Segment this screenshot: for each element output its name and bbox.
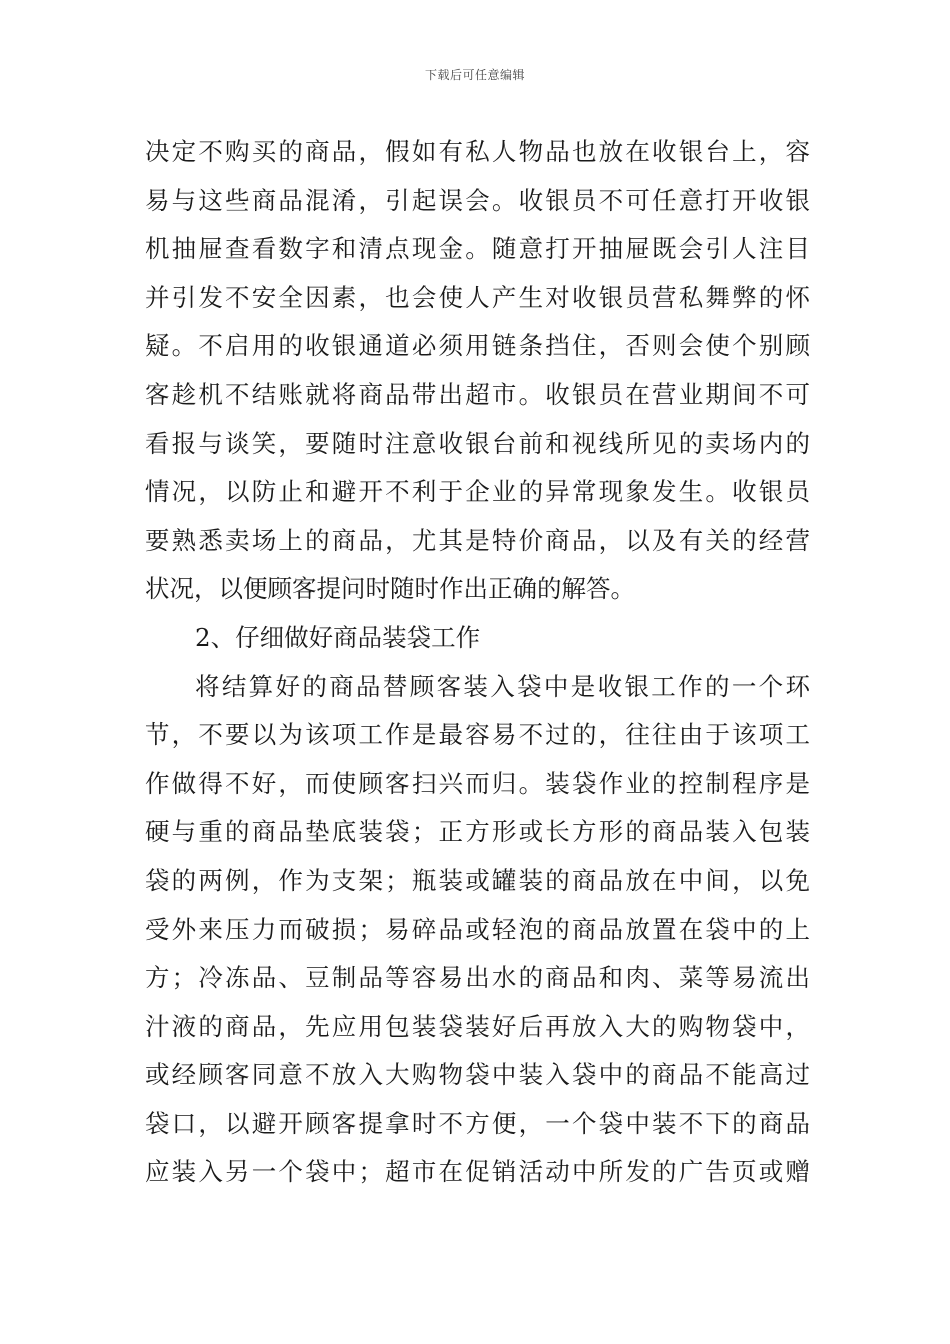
text-line: 方；冷冻品、豆制品等容易出水的商品和肉、菜等易流出: [145, 963, 810, 993]
text-line: 易与这些商品混淆，引起误会。收银员不可任意打开收银: [145, 185, 810, 215]
text-line: 汁液的商品，先应用包装袋装好后再放入大的购物袋中，: [145, 1011, 810, 1041]
text-line: 疑。不启用的收银通道必须用链条挡住，否则会使个别顾: [145, 331, 810, 361]
text-line: 硬与重的商品垫底装袋；正方形或长方形的商品装入包装: [145, 817, 810, 847]
text-line: 应装入另一个袋中；超市在促销活动中所发的广告页或赠: [145, 1157, 810, 1187]
page-header: 下载后可任意编辑: [424, 68, 525, 82]
text-line: 受外来压力而破损；易碎品或轻泡的商品放置在袋中的上: [145, 914, 810, 944]
text-line: 情况，以防止和避开不利于企业的异常现象发生。收银员: [145, 477, 810, 507]
text-line: 袋口，以避开顾客提拿时不方便，一个袋中装不下的商品: [145, 1108, 810, 1138]
text-line: 要熟悉卖场上的商品，尤其是特价商品，以及有关的经营: [145, 525, 810, 555]
text-line: 袋的两例，作为支架；瓶装或罐装的商品放在中间，以免: [145, 865, 810, 895]
body-text: [145, 128, 810, 1197]
text-line: 节，不要以为该项工作是最容易不过的，往往由于该项工: [145, 720, 810, 750]
text-line: 看报与谈笑，要随时注意收银台前和视线所见的卖场内的: [145, 428, 810, 458]
text-line: 作做得不好，而使顾客扫兴而归。装袋作业的控制程序是: [145, 768, 810, 798]
text-line: 决定不购买的商品，假如有私人物品也放在收银台上，容: [145, 137, 810, 166]
text-line: 并引发不安全因素，也会使人产生对收银员营私舞弊的怀: [145, 282, 810, 312]
text-line: 状况，以便顾客提问时随时作出正确的解答。: [145, 574, 635, 604]
text-line: 或经顾客同意不放入大购物袋中装入袋中的商品不能高过: [145, 1060, 810, 1090]
text-line: 客趁机不结账就将商品带出超市。收银员在营业期间不可: [145, 379, 810, 409]
text-line: 2、仔细做好商品装袋工作: [195, 622, 481, 652]
text-line: 将结算好的商品替顾客装入袋中是收银工作的一个环: [195, 671, 810, 701]
text-line: 机抽屉查看数字和清点现金。随意打开抽屉既会引人注目: [145, 234, 810, 264]
